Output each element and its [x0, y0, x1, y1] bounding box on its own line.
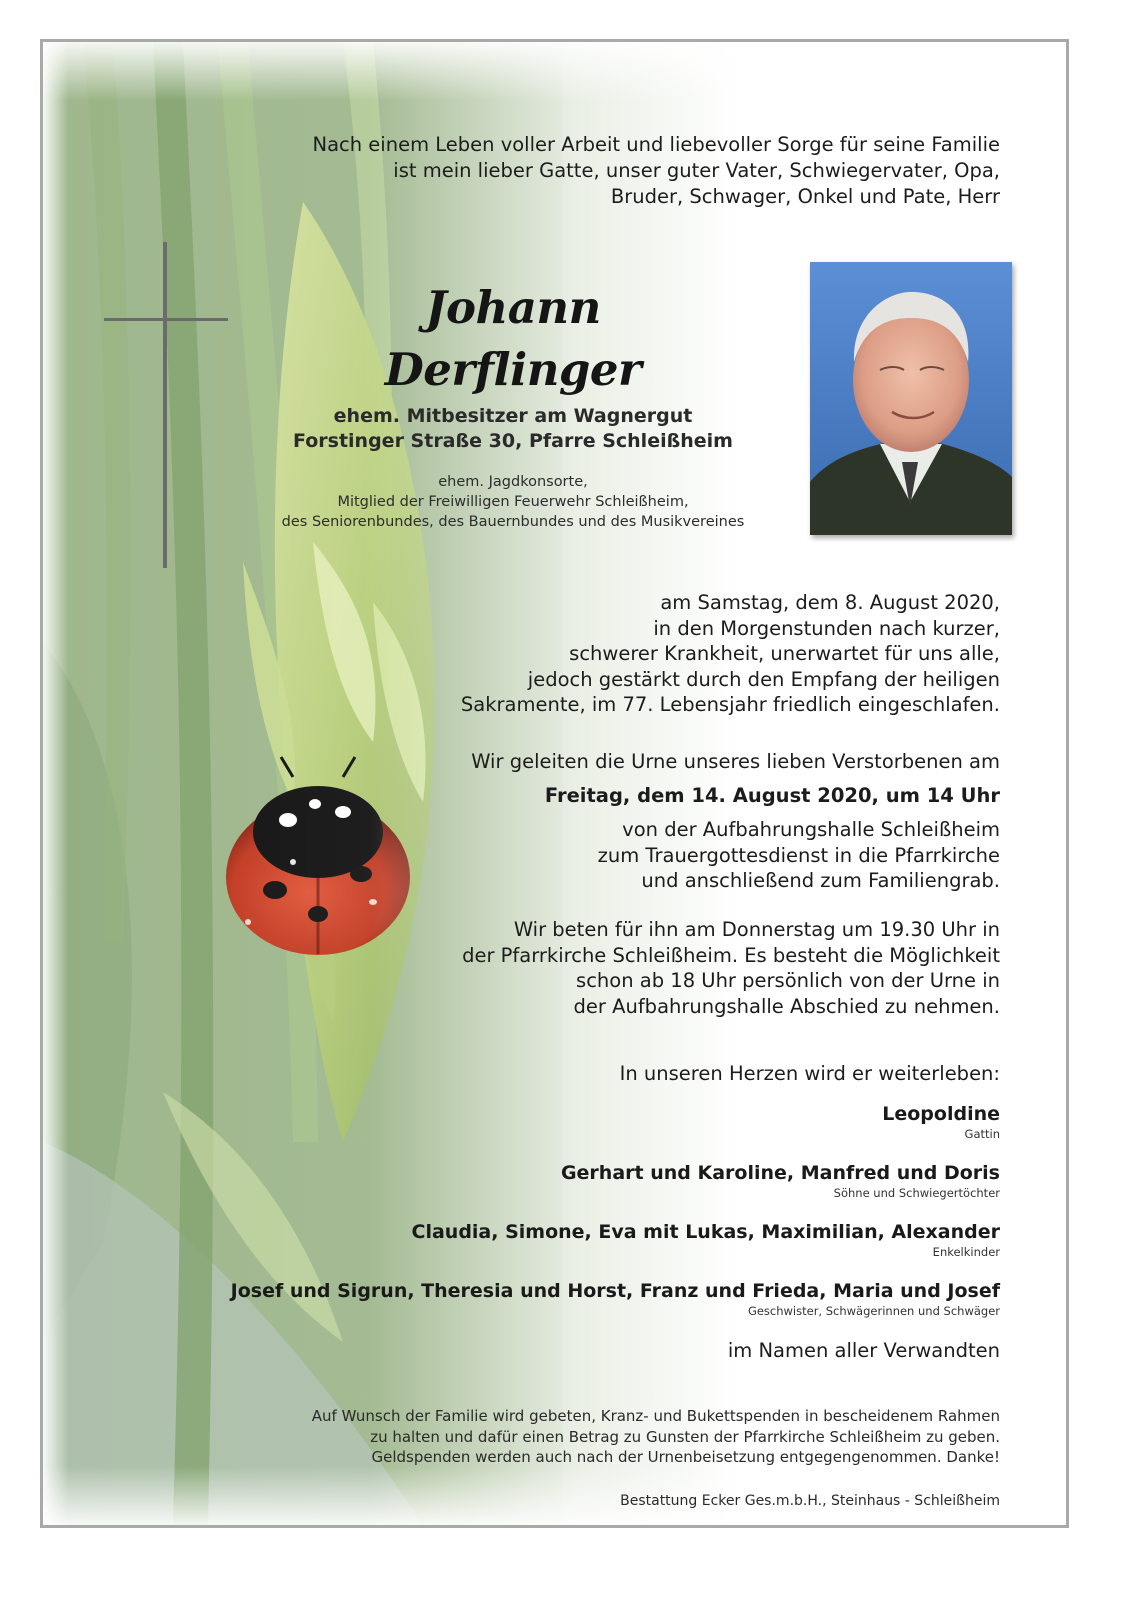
occupation: ehem. Mitbesitzer am Wagnergut — [333, 405, 693, 427]
passing-text — [380, 590, 1000, 718]
donation-line: Geldspenden werden auch nach der Urnenbeisetzung entgegengenommen. Danke! — [371, 1448, 1000, 1466]
mourner-names: Leopoldine — [882, 1103, 1000, 1125]
funeral-details — [380, 817, 1000, 894]
intro-line: Bruder, Schwager, Onkel und Pate, Herr — [610, 185, 1000, 208]
donation-line: Auf Wunsch der Familie wird gebeten, Kranz- und Bukettspenden in bescheidenem Rahmen — [311, 1407, 1000, 1425]
mourner-names: Gerhart und Karoline, Manfred und Doris — [560, 1162, 1000, 1184]
intro-text — [240, 132, 1000, 210]
funeral-line: und anschließend zum Familiengrab. — [641, 869, 1000, 892]
membership-line: des Seniorenbundes, des Bauernbundes und des Musikvereines — [281, 514, 745, 530]
occupation-address — [213, 404, 813, 454]
passing-line: Sakramente, im 77. Lebensjahr friedlich eingeschlafen. — [460, 693, 1000, 716]
mourner-role: Enkelkinder — [932, 1245, 1000, 1259]
hearts-text: In unseren Herzen wird er weiterleben: — [619, 1062, 1000, 1085]
prayer-line: Wir beten für ihn am Donnerstag um 19.30 Uhr in — [513, 918, 1000, 941]
memberships — [213, 472, 813, 532]
intro-line: Nach einem Leben voller Arbeit und liebevoller Sorge für seine Familie — [312, 133, 1000, 156]
prayer-line: der Aufbahrungshalle Abschied zu nehmen. — [573, 994, 1000, 1018]
membership-line: Mitglied der Freiwilligen Feuerwehr Schleißheim, — [337, 494, 689, 510]
first-name: Johann — [425, 281, 601, 334]
prayer-line: der Pfarrkirche Schleißheim. Es besteht die Möglichkeit — [462, 943, 1000, 967]
passing-line: in den Morgenstunden nach kurzer, — [653, 616, 1000, 640]
relatives-text: im Namen aller Verwandten — [727, 1339, 1000, 1362]
last-name: Derflinger — [384, 343, 642, 396]
donation-line: zu halten und dafür einen Betrag zu Gunsten der Pfarrkirche Schleißheim zu geben. — [370, 1427, 1000, 1446]
passing-line: am Samstag, dem 8. August 2020, — [660, 591, 1000, 614]
prayer-text — [380, 917, 1000, 1019]
funeral-line: zum Trauergottesdienst in die Pfarrkirche — [597, 843, 1000, 867]
donation-note — [100, 1406, 1000, 1468]
intro-line: ist mein lieber Gatte, unser guter Vater, Schwiegervater, Opa, — [393, 159, 1000, 182]
funeral-intro: Wir geleiten die Urne unseres lieben Verstorbenen am — [471, 750, 1000, 773]
address: Forstinger Straße 30, Pfarre Schleißheim — [293, 430, 733, 452]
mourner-names: Claudia, Simone, Eva mit Lukas, Maximilian, Alexander — [411, 1221, 1000, 1243]
portrait-photo — [810, 262, 1012, 535]
mourner-role: Gattin — [964, 1127, 1000, 1141]
mourner-role: Söhne und Schwiegertöchter — [833, 1186, 1000, 1200]
membership-line: ehem. Jagdkonsorte, — [438, 474, 588, 490]
mourner-names: Josef und Sigrun, Theresia und Horst, Franz und Frieda, Maria und Josef — [230, 1280, 1000, 1302]
passing-line: jedoch gestärkt durch den Empfang der heiligen — [527, 667, 1000, 691]
parte-frame — [40, 39, 1069, 1528]
passing-line: schwerer Krankheit, unerwartet für uns alle, — [569, 642, 1000, 665]
funeral-line: von der Aufbahrungshalle Schleißheim — [622, 818, 1000, 841]
undertaker: Bestattung Ecker Ges.m.b.H., Steinhaus - Schleißheim — [620, 1493, 1000, 1509]
mourner-role: Geschwister, Schwägerinnen und Schwäger — [747, 1304, 1000, 1318]
prayer-line: schon ab 18 Uhr persönlich von der Urne in — [576, 969, 1000, 992]
funeral-date: Freitag, dem 14. August 2020, um 14 Uhr — [544, 784, 1000, 807]
